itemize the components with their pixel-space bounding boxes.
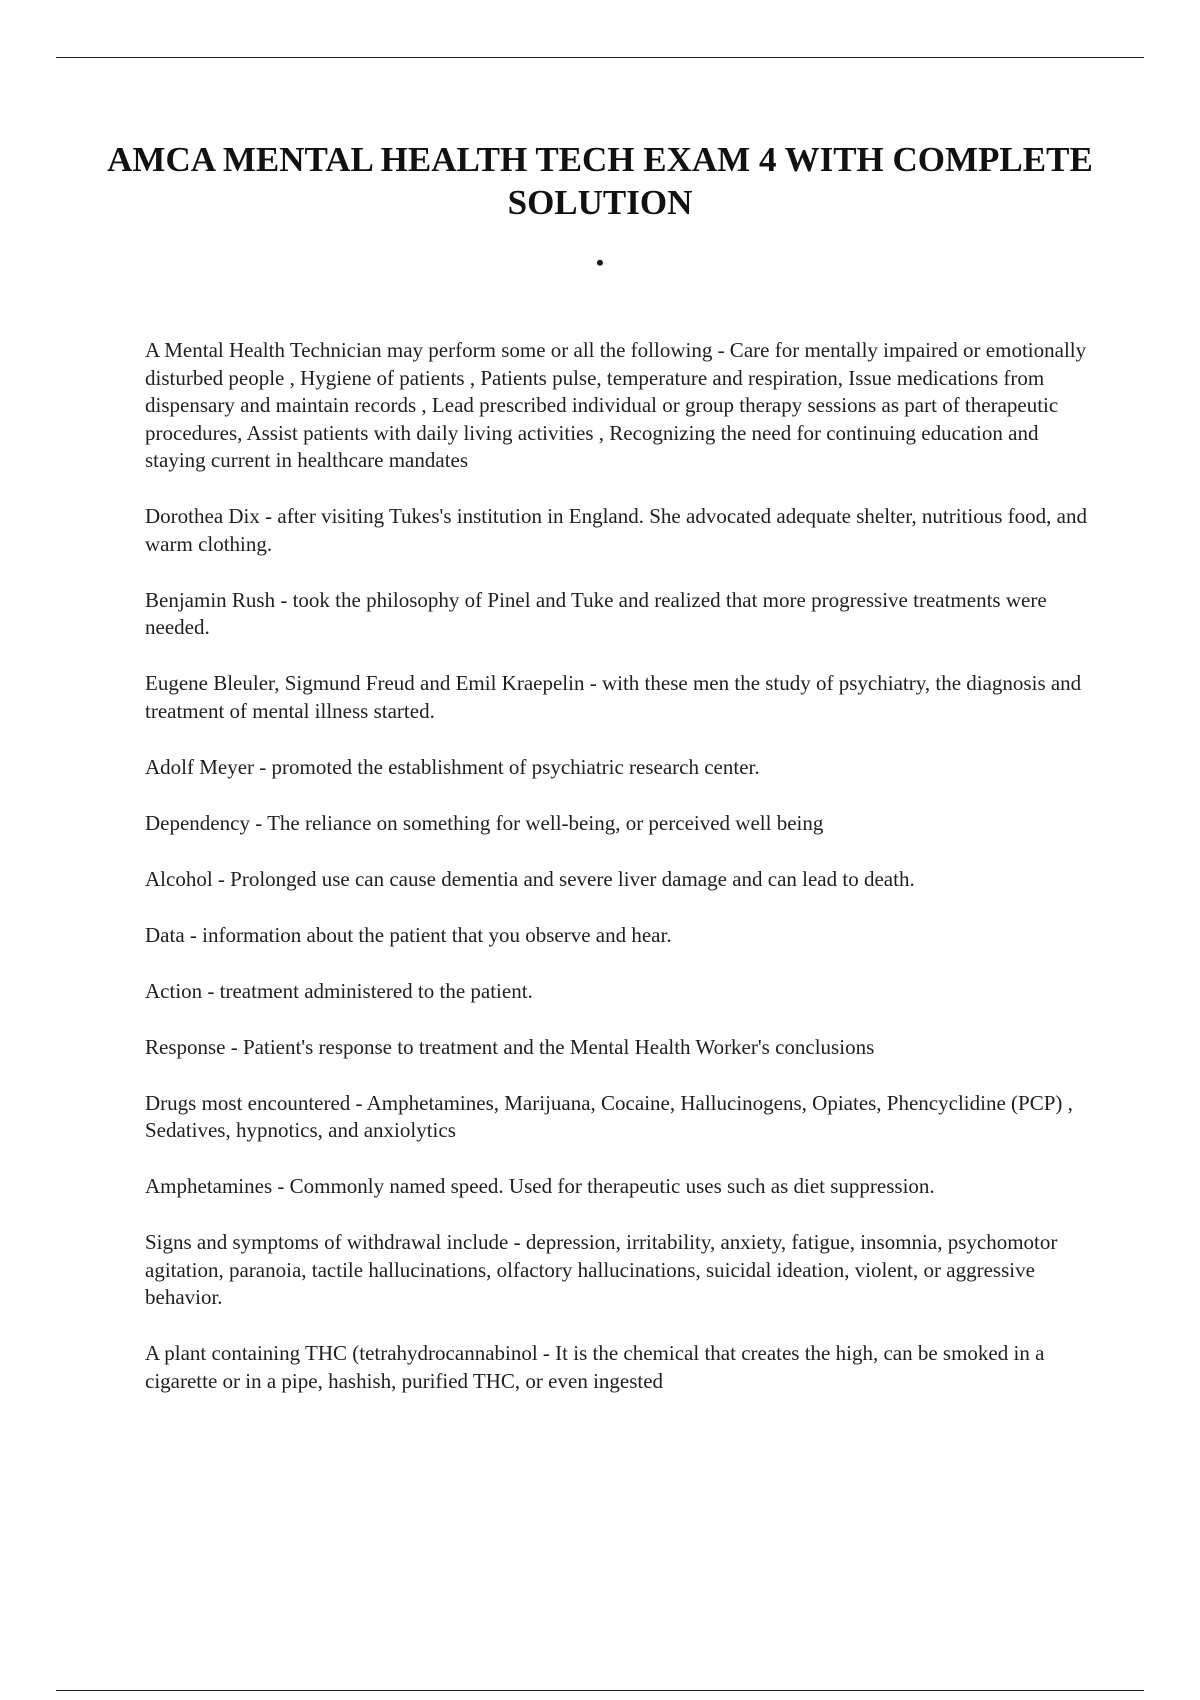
entry-data: Data - information about the patient that you observe and hear. bbox=[145, 922, 672, 947]
entry-mental-health-technician: A Mental Health Technician may perform some or all the following - Care for mentally impaired or emotionally disturbed people , Hygiene of patients , Patients pulse, temperature and respiration, Issue medications from dispensary and maintain records , Lead prescribed individual or group therapy sessions as part of therapeutic procedures, Assist patients with daily living activities , Recognizing the need for continuing education and staying current in healthcare mandates bbox=[145, 338, 1087, 472]
entry-adolf-meyer: Adolf Meyer - promoted the establishment of psychiatric research center. bbox=[145, 754, 760, 779]
top-rule bbox=[56, 57, 1144, 58]
entry-action: Action - treatment administered to the patient. bbox=[145, 978, 533, 1003]
bullet-marker: • bbox=[596, 250, 604, 275]
entry-amphetamines: Amphetamines - Commonly named speed. Used for therapeutic uses such as diet suppression. bbox=[145, 1174, 935, 1198]
entry-response: Response - Patient's response to treatment and the Mental Health Worker's conclusions bbox=[145, 1034, 875, 1059]
entry-thc-plant: A plant containing THC (tetrahydrocannabinol - It is the chemical that creates the high, can be smoked in a cigarette or in a pipe, hashish, purified THC, or even ingested bbox=[145, 1341, 1045, 1393]
entry-drugs-most-encountered: Drugs most encountered - Amphetamines, Marijuana, Cocaine, Hallucinogens, Opiates, Phencyclidine (PCP) , Sedatives, hypnotics, and anxiolytics bbox=[145, 1090, 1073, 1142]
page-title: AMCA MENTAL HEALTH TECH EXAM 4 WITH COMPLETE SOLUTION bbox=[107, 140, 1093, 222]
entry-withdrawal-symptoms: Signs and symptoms of withdrawal include - depression, irritability, anxiety, fatigue, insomnia, psychomotor agitation, paranoia, tactile hallucinations, olfactory hallucinations, suicidal ideation, violent, or aggressive behavior. bbox=[145, 1230, 1058, 1309]
entry-dorothea-dix: Dorothea Dix - after visiting Tukes's institution in England. She advocated adequate shelter, nutritious food, and warm clothing. bbox=[145, 504, 1087, 556]
entry-benjamin-rush: Benjamin Rush - took the philosophy of Pinel and Tuke and realized that more progressive treatments were needed. bbox=[145, 587, 1047, 639]
entry-dependency: Dependency - The reliance on something for well-being, or perceived well being bbox=[145, 810, 824, 835]
entry-bleuler-freud-kraepelin: Eugene Bleuler, Sigmund Freud and Emil Kraepelin - with these men the study of psychiatry, the diagnosis and treatment of mental illness started. bbox=[145, 671, 1082, 723]
document-body bbox=[145, 337, 1090, 1424]
bottom-rule bbox=[56, 1690, 1144, 1691]
entry-alcohol: Alcohol - Prolonged use can cause dementia and severe liver damage and can lead to death. bbox=[145, 866, 915, 891]
